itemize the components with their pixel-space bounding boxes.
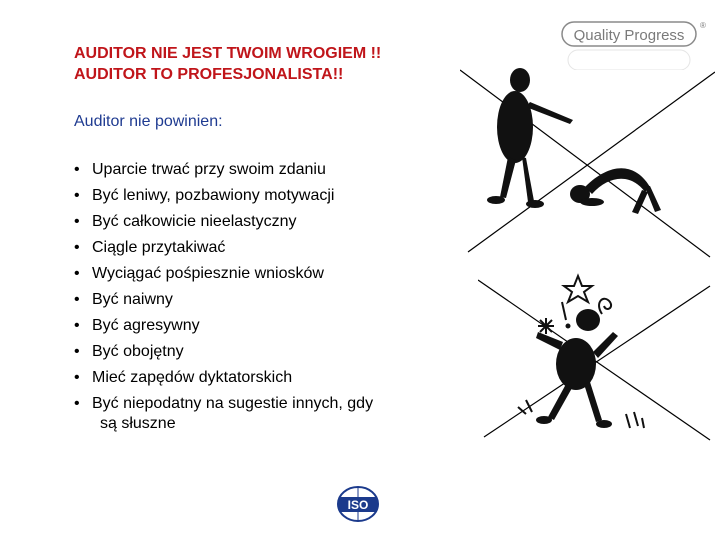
heading-line-1: AUDITOR NIE JEST TWOIM WROGIEM !!: [74, 45, 382, 62]
iso-text: ISO: [347, 498, 369, 512]
page-heading: [74, 43, 381, 85]
kneeling-figure: [570, 168, 661, 214]
standing-figure: [487, 68, 573, 208]
heading-line-2: AUDITOR TO PROFESJONALISTA!!: [74, 66, 344, 83]
logo-text: Quality Progress: [573, 27, 685, 44]
bullet-list: [74, 160, 454, 440]
list-item: • Być naiwny: [74, 290, 454, 310]
list-item: • Być obojętny: [74, 342, 454, 362]
list-item: • Wyciągać pośpiesznie wniosków: [74, 264, 454, 284]
cross-lines: [460, 70, 715, 257]
list-item: • Być leniwy, pozbawiony motywacji: [74, 186, 454, 206]
registered-mark: ®: [700, 21, 706, 30]
list-item-continuation: są słuszne: [100, 415, 176, 432]
list-item: • Uparcie trwać przy swoim zdaniu: [74, 160, 454, 180]
intro-text: Auditor nie powinien:: [74, 113, 223, 130]
list-item: • Mieć zapędów dyktatorskich: [74, 368, 454, 388]
dictator-illustration: [460, 62, 715, 262]
list-item: • Być całkowicie nieelastyczny: [74, 212, 454, 232]
list-item: • Być agresywny: [74, 316, 454, 336]
aggressive-illustration: [478, 272, 713, 447]
list-item-text: Być niepodatny na sugestie innych, gdy: [92, 395, 374, 412]
list-item-last: [74, 394, 454, 434]
list-item: • Ciągle przytakiwać: [74, 238, 454, 258]
iso-logo: [335, 484, 381, 524]
